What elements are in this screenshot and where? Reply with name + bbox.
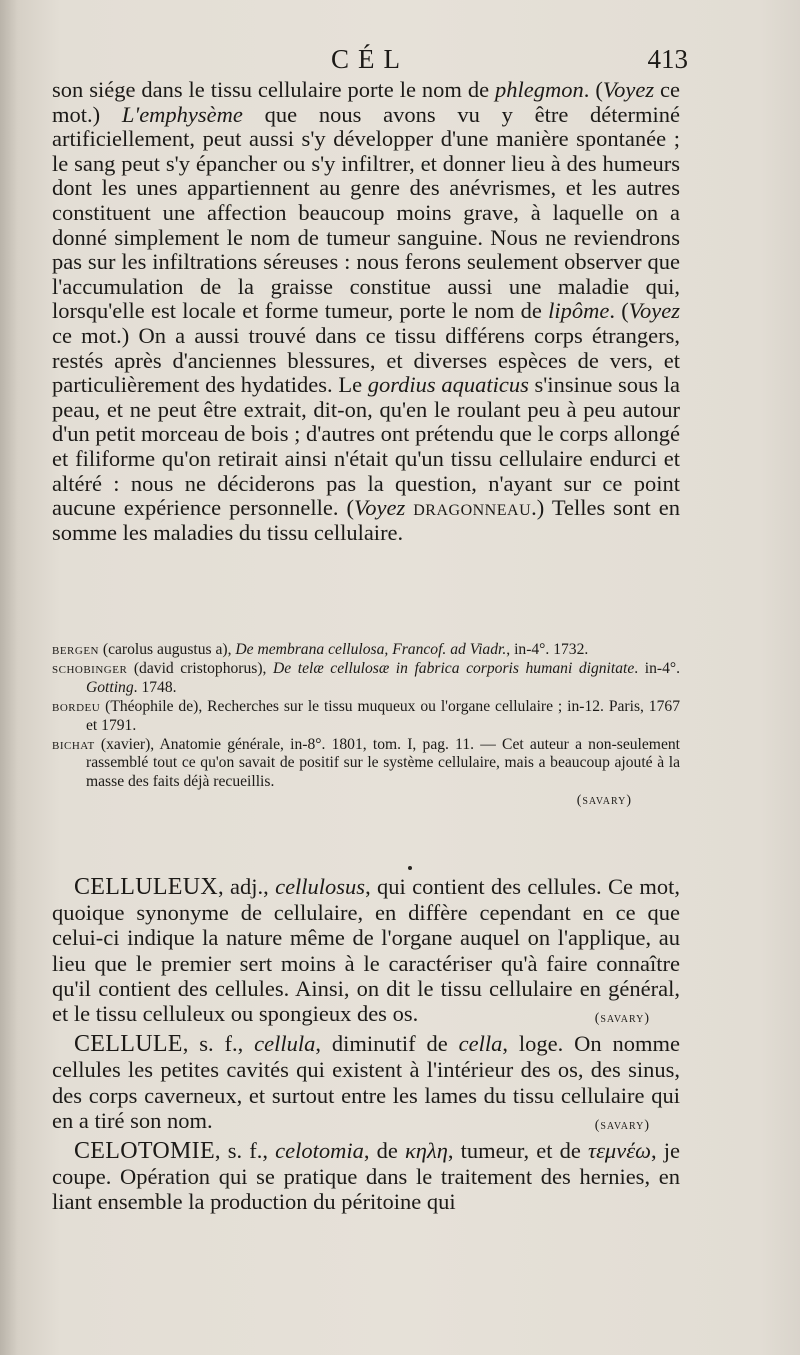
reference-author: bordeu [52,697,101,715]
reference-text: (carolus augustus a), [99,641,236,658]
entry-text: , s. f., [214,1138,276,1164]
entry-text: , de [363,1138,405,1164]
reference-text: (xavier), Anatomie générale, in-8°. 1801, tom. I, pag. 11. — Cet auteur a non-seulement rassemblé tout ce qu'on savait de positif sur le système cellulaire, mais a beaucoup ajouté à la masse des faits déjà recueillis. [86,735,680,791]
latin-term: cella [458,1031,503,1057]
page-number: 413 [647,44,688,74]
entry-signature: (savary) [594,1011,650,1027]
species-name-italic: gordius aquaticus [367,372,529,398]
reference-author: schobinger [52,659,128,677]
latin-term: cellulosus [275,874,366,899]
term-italic: L'emphysème [121,101,243,127]
continued-article-text [52,78,680,545]
reference-item [52,641,680,660]
cross-ref-italic: Voyez [602,77,655,102]
greek-term: τεμνέω [588,1138,651,1164]
reference-text: , in-4°. 1732. [506,641,589,658]
reference-title: De membrana cellulosa, Francof. ad Viadr. [235,641,507,658]
entry-text: , adj., [218,874,276,899]
running-title: CÉL [331,44,409,74]
text-run: que nous avons vu y être déterminé artificiellement, peut aussi s'y développer d'une manière spontanée ; le sang peut s'y épancher ou s'y infiltrer, et donner lieu à des humeurs dont les unes appartiennent au genre des anévrismes, et les autres constituent une affection beaucoup moins grave, à laquelle on a donné simplement le nom de tumeur sanguine. Nous ne reviendrons pas sur les infiltrations séreuses : nous ferons seulement observer que l'accumulation de la graisse constitue aussi une maladie qui, lorsqu'elle est locale et forme tumeur, porte le nom de [52,101,680,324]
reference-author: bergen [52,641,99,658]
text-run: . ( [583,77,603,102]
reference-item [52,698,680,736]
entry-celluleux [52,874,680,1026]
entry-headword: CELLULE [74,1031,183,1058]
text-run: .) Telles sont en somme les maladies du tissu cellulaire. [52,495,680,545]
text-run: s'insinue sous la peau, et ne peut être extrait, dit-on, qu'en le roulant peu à peu autour d'un petit morceau de bois ; d'autres ont prétendu que le corps allongé et filiforme qu'on retirait ainsi n'était qu'un tissu cellulaire endurci et altéré : nous ne déciderons pas la question, n'ayant sur ce point aucune expérience personnelle. ( [52,372,680,521]
entry-text: , je coupe. Opération qui se pratique dans le traitement des hernies, en liant ensemble la production du péritoine qui [52,1138,680,1215]
running-header [52,44,688,76]
greek-term: κηλη [405,1138,448,1164]
cross-ref-italic: Voyez [628,298,680,324]
cross-ref-smallcaps: dragonneau [413,495,532,521]
entry-text: , s. f., [182,1031,255,1057]
printer-dot [408,866,412,870]
reference-item [52,660,680,698]
entry-signature: (savary) [594,1117,650,1133]
term-italic: lipôme [548,298,610,324]
reference-text: . in-4°. [634,659,680,677]
entry-headword: CELLULEUX [74,874,219,900]
reference-author: bichat [52,735,95,753]
main-paragraph [52,78,680,545]
entry-text: , tumeur, et de [447,1138,589,1164]
reference-item [52,736,680,793]
reference-text: (david cristophorus), [127,659,274,677]
text-run: son siége dans le tissu cellulaire porte le nom de [52,77,496,102]
entry-text: , diminutif de [315,1031,459,1057]
reference-text: (Théophile de), Recherches sur le tissu muqueux ou l'organe cellulaire ; in-12. Paris, 1767 et 1791. [86,697,680,734]
latin-term: celotomia [275,1138,364,1164]
entry-headword: CELOTOMIE [74,1138,215,1165]
entry-celotomie [52,1138,680,1215]
cross-ref-italic: Voyez [353,495,406,521]
term-italic: phlegmon [495,77,584,102]
text-run: ce mot.) [52,77,680,127]
text-run: . ( [609,298,629,324]
author-signature: (savary) [576,793,632,809]
latin-term: cellula [254,1031,316,1057]
dictionary-entries [52,874,680,1215]
reference-text: . 1748. [133,678,177,696]
reference-title: De telæ cellulosæ in fabrica corporis humani dignitate [273,659,635,677]
entry-cellule [52,1031,680,1133]
text-run: ce mot.) On a aussi trouvé dans ce tissu différens corps étrangers, restés après d'anciennes blessures, et diverses espèces de vers, et particulièrement des hydatides. Le [52,322,680,398]
entry-text: , loge. On nomme cellules les petites cavités qui existent à l'intérieur des os, des sinus, des corps caverneux, et surtout entre les lames du tissu cellulaire qui en a tiré son nom. [52,1031,680,1133]
entry-text: , qui contient des cellules. Ce mot, quoique synonyme de cellulaire, en diffère cependant en ce que celui-ci indique la nature même de l'organe auquel on l'applique, au lieu que le premier sert moins à le caractériser qu'à faire connaître qu'il contient des cellules. Ainsi, on dit le tissu cellulaire en général, et le tissu celluleux ou spongieux des os. [52,874,680,1027]
bibliography [52,641,680,811]
reference-place: Gotting [86,678,134,696]
